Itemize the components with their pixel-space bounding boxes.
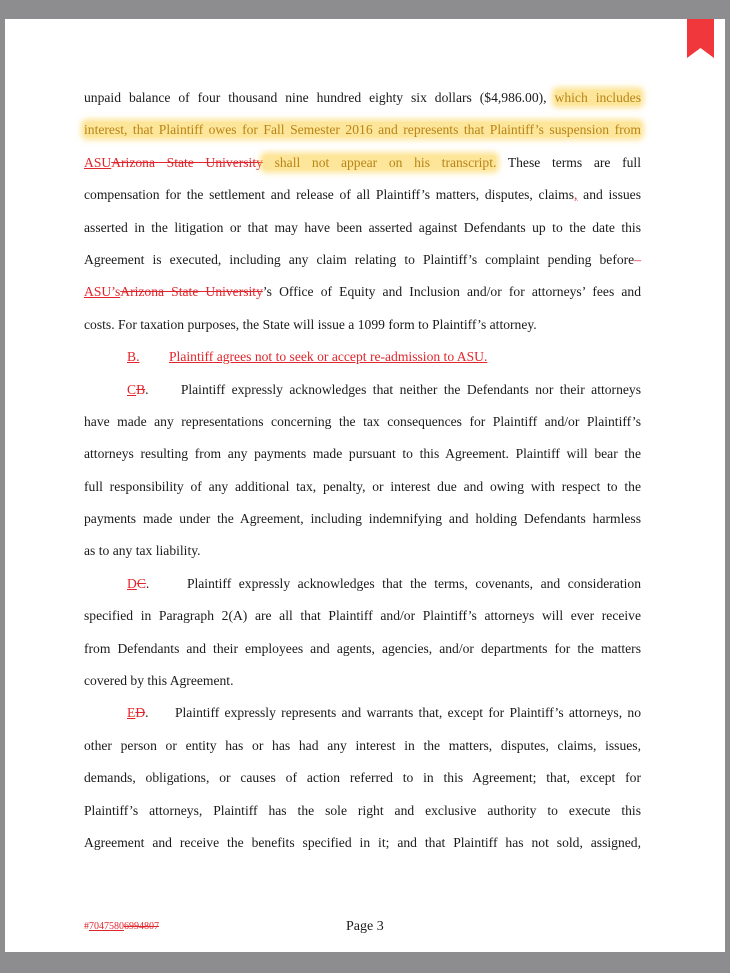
- deleted-text: Arizona State University: [120, 284, 263, 300]
- inserted-text: 7047580: [89, 921, 124, 932]
- section-label: D: [127, 575, 137, 591]
- text-line: asserted in the litigation or that may have been asserted against Defendants up to the date this: [84, 219, 641, 235]
- highlighted-text: interest, that Plaintiff owes for Fall Semester 2016 and represents that Plaintiff’s suspension from: [84, 122, 641, 138]
- text-line: covered by this Agreement.: [84, 673, 234, 689]
- section-c-line: CB. Plaintiff expressly acknowledges that neither the Defendants nor their attorneys: [127, 381, 641, 397]
- section-label: C: [127, 381, 137, 397]
- highlighted-text: shall not appear on his transcript.: [262, 154, 497, 170]
- text-line: demands, obligations, or causes of action referred to in this Agreement; that, except for: [84, 770, 641, 786]
- document-id: #70475806994807: [84, 921, 159, 932]
- text-line: other person or entity has or has had any interest in the matters, disputes, claims, issues,: [84, 737, 641, 753]
- inserted-text: ASU: [84, 154, 112, 170]
- text-line: costs. For taxation purposes, the State will issue a 1099 form to Plaintiff’s attorney.: [84, 316, 537, 332]
- text-line: from Defendants and their employees and agents, agencies, and/or departments for the matters: [84, 640, 641, 656]
- page-number: Page 3: [346, 919, 384, 934]
- section-label: E: [127, 705, 136, 721]
- section-label: B.: [127, 349, 140, 365]
- document-body: [84, 82, 641, 859]
- section-e-line: ED. Plaintiff expressly represents and warrants that, except for Plaintiff’s attorneys, no: [127, 705, 641, 721]
- text-line: as to any tax liability.: [84, 543, 201, 559]
- deleted-text: C: [136, 575, 146, 591]
- text-line: specified in Paragraph 2(A) are all that Plaintiff and/or Plaintiff’s attorneys will ever receive: [84, 608, 641, 624]
- text-line: Plaintiff’s attorneys, Plaintiff has the sole right and exclusive authority to execute this: [84, 802, 641, 818]
- highlighted-text: which includes: [554, 90, 641, 105]
- deleted-text: 6994807: [124, 921, 159, 932]
- text-line: unpaid balance of four thousand nine hundred eighty six dollars ($4,986.00), which includes: [84, 90, 641, 105]
- text-line: attorneys resulting from any payments made pursuant to this Agreement. Plaintiff will bear the: [84, 446, 641, 462]
- inserted-text: ,: [574, 187, 578, 203]
- deleted-text: Arizona State University: [111, 154, 263, 170]
- deleted-text: –: [634, 251, 641, 267]
- text-line: have made any representations concerning the tax consequences for Plaintiff and/or Plaintiff’s: [84, 413, 641, 429]
- text-line: Agreement is executed, including any claim relating to Plaintiff’s complaint pending before–: [84, 251, 641, 267]
- bookmark-ribbon-icon[interactable]: [687, 19, 714, 58]
- text-line: Agreement and receive the benefits specified in it; and that Plaintiff has not sold, assigned,: [84, 834, 641, 850]
- inserted-text: Plaintiff agrees not to seek or accept re-admission to ASU.: [169, 349, 488, 365]
- text-line: [84, 114, 641, 146]
- text-line: compensation for the settlement and release of all Plaintiff’s matters, disputes, claims, and issues: [84, 187, 642, 203]
- deleted-text: B: [136, 381, 146, 397]
- deleted-text: D: [135, 705, 146, 721]
- text-line: full responsibility of any additional tax, penalty, or interest due and owing with respect to the: [84, 478, 641, 494]
- text-line: ASUArizona State University shall not appear on his transcript. These terms are full: [84, 154, 641, 170]
- section-b-line: [84, 341, 641, 373]
- text-line: ASU’sArizona State University’s Office of Equity and Inclusion and/or for attorneys’ fees and: [84, 284, 641, 300]
- inserted-text: ASU’s: [84, 284, 121, 300]
- text-line: payments made under the Agreement, including indemnifying and holding Defendants harmless: [84, 511, 641, 527]
- section-d-line: DC. Plaintiff expressly acknowledges that the terms, covenants, and consideration: [127, 575, 641, 591]
